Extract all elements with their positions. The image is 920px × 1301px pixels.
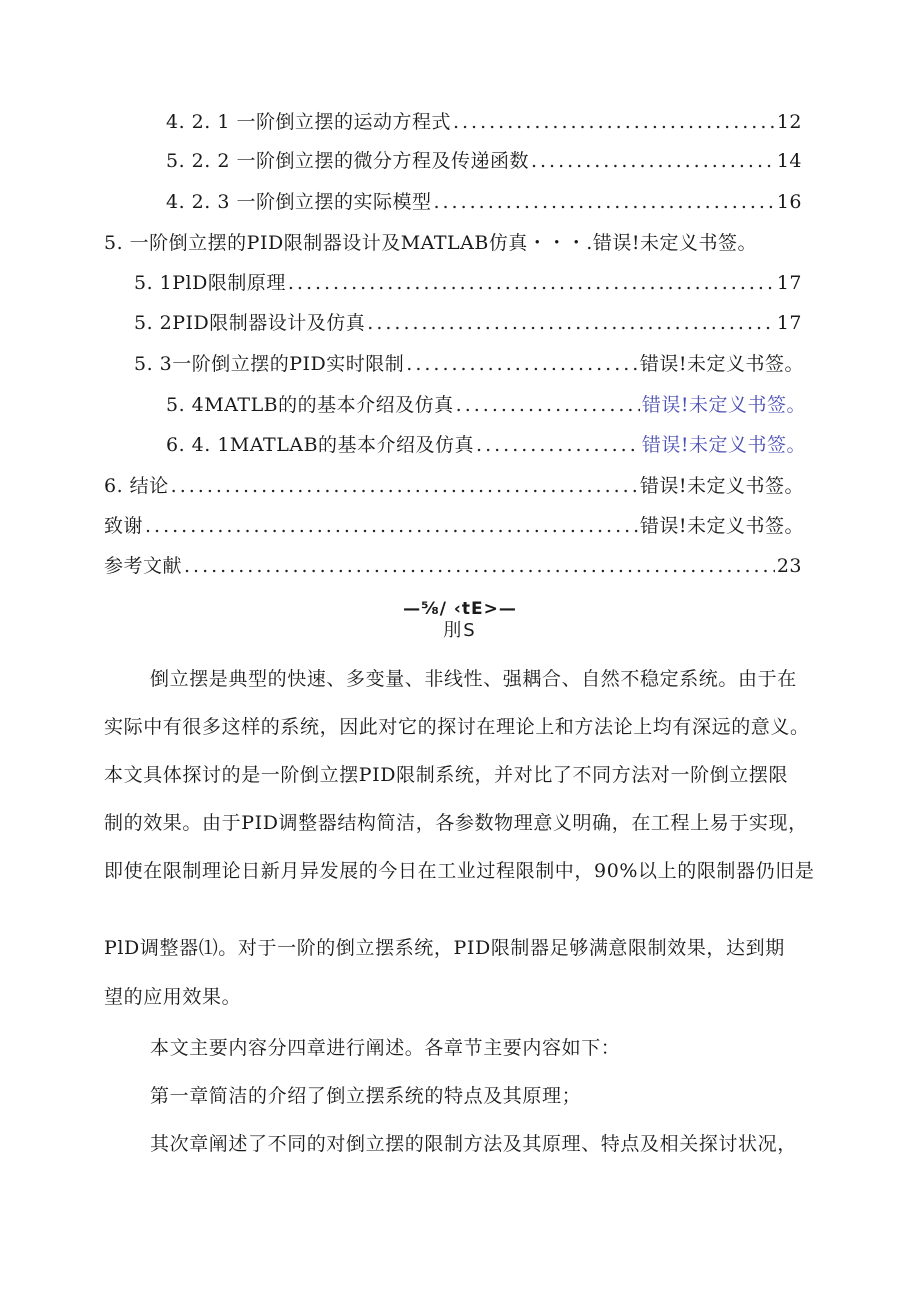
body-text-line: 其次章阐述了不同的对倒立摆的限制方法及其原理、特点及相关探讨状况， xyxy=(150,1133,797,1155)
toc-entry-title: 5. 2PID限制器设计及仿真 xyxy=(134,312,366,334)
toc-entry-page: 错误!未定义书签。 xyxy=(639,353,804,375)
body-text-line: 倒立摆是典型的快速、多变量、非线性、强耦合、自然不稳定系统。由于在 xyxy=(150,668,797,690)
toc-entry[interactable] xyxy=(134,349,804,379)
toc-entry-page-link[interactable]: 错误!未定义书签。 xyxy=(641,394,806,416)
toc-leader-dots xyxy=(531,146,775,176)
toc-entry-title: 5. 一阶倒立摆的PID限制器设计及MATLAB仿真・・・.错误!未定义书签。 xyxy=(104,232,757,254)
toc-entry[interactable] xyxy=(166,107,802,137)
heading-line-1: —⅝∕ ‹tE>— xyxy=(403,599,517,619)
body-text-line: 制的效果。由于PID调整器结构简洁，各参数物理意义明确，在工程上易于实现， xyxy=(104,812,808,834)
body-text-line: PlD调整器⑴。对于一阶的倒立摆系统，PID限制器足够满意限制效果，达到期 xyxy=(104,937,785,959)
toc-entry-title: 5. 2. 2 一阶倒立摆的微分方程及传递函数 xyxy=(166,150,529,172)
toc-entry-page: 错误!未定义书签。 xyxy=(639,515,804,537)
toc-entry-title: 致谢 xyxy=(104,515,144,537)
toc-leader-dots xyxy=(367,308,775,338)
body-text-line: 即使在限制理论日新月异发展的今日在工业过程限制中，90%以上的限制器仍旧是 xyxy=(104,860,815,882)
toc-leader-dots xyxy=(476,430,640,460)
toc-entry-title: 4. 2. 3 一阶倒立摆的实际模型 xyxy=(166,191,432,213)
toc-entry[interactable] xyxy=(104,228,804,258)
toc-entry-page: 23 xyxy=(776,555,802,577)
toc-entry-title: 6. 结论 xyxy=(104,475,169,497)
toc-entry[interactable] xyxy=(166,390,806,420)
toc-entry-page: 17 xyxy=(776,272,802,294)
toc-entry-title: 5. 4MATLB的的基本介绍及仿真 xyxy=(166,394,454,416)
body-text-line: 望的应用效果。 xyxy=(104,986,242,1008)
toc-entry[interactable] xyxy=(166,430,806,460)
section-heading xyxy=(0,598,920,648)
toc-leader-dots xyxy=(288,268,775,298)
heading-line-2: 刖S xyxy=(443,620,477,641)
body-text-line: 实际中有很多这样的系统，因此对它的探讨在理论上和方法论上均有深远的意义。 xyxy=(104,716,810,738)
toc-entry[interactable] xyxy=(104,551,802,581)
toc-leader-dots xyxy=(184,551,775,581)
body-text-line: 第一章简洁的介绍了倒立摆系统的特点及其原理； xyxy=(150,1085,582,1107)
body-text-line: 本文主要内容分四章进行阐述。各章节主要内容如下： xyxy=(150,1037,621,1059)
toc-entry[interactable] xyxy=(166,187,802,217)
body-text-line: 本文具体探讨的是一阶倒立摆PID限制系统，并对比了不同方法对一阶倒立摆限 xyxy=(104,764,789,786)
toc-leader-dots xyxy=(453,107,775,137)
toc-leader-dots xyxy=(456,390,640,420)
toc-entry-page: 16 xyxy=(776,191,802,213)
toc-leader-dots xyxy=(171,471,638,501)
toc-entry-page: 17 xyxy=(776,312,802,334)
toc-entry-title: 参考文献 xyxy=(104,555,183,577)
toc-entry-page: 14 xyxy=(776,150,802,172)
toc-entry-title: 6. 4. 1MATLAB的基本介绍及仿真 xyxy=(166,434,475,456)
toc-entry-title: 5. 3一阶倒立摆的PID实时限制 xyxy=(134,353,405,375)
toc-entry[interactable] xyxy=(104,471,804,501)
toc-entry[interactable] xyxy=(104,511,804,541)
toc-entry-title: 4. 2. 1 一阶倒立摆的运动方程式 xyxy=(166,111,451,133)
toc-entry-page-link[interactable]: 错误!未定义书签。 xyxy=(641,434,806,456)
toc-leader-dots xyxy=(433,187,774,217)
toc-leader-dots xyxy=(406,349,638,379)
toc-entry-page: 错误!未定义书签。 xyxy=(639,475,804,497)
toc-entry[interactable] xyxy=(134,308,802,338)
toc-entry-title: 5. 1PlD限制原理 xyxy=(134,272,286,294)
toc-leader-dots xyxy=(145,511,638,541)
toc-entry-page: 12 xyxy=(776,111,802,133)
toc-entry[interactable] xyxy=(134,268,802,298)
toc-entry[interactable] xyxy=(166,146,802,176)
